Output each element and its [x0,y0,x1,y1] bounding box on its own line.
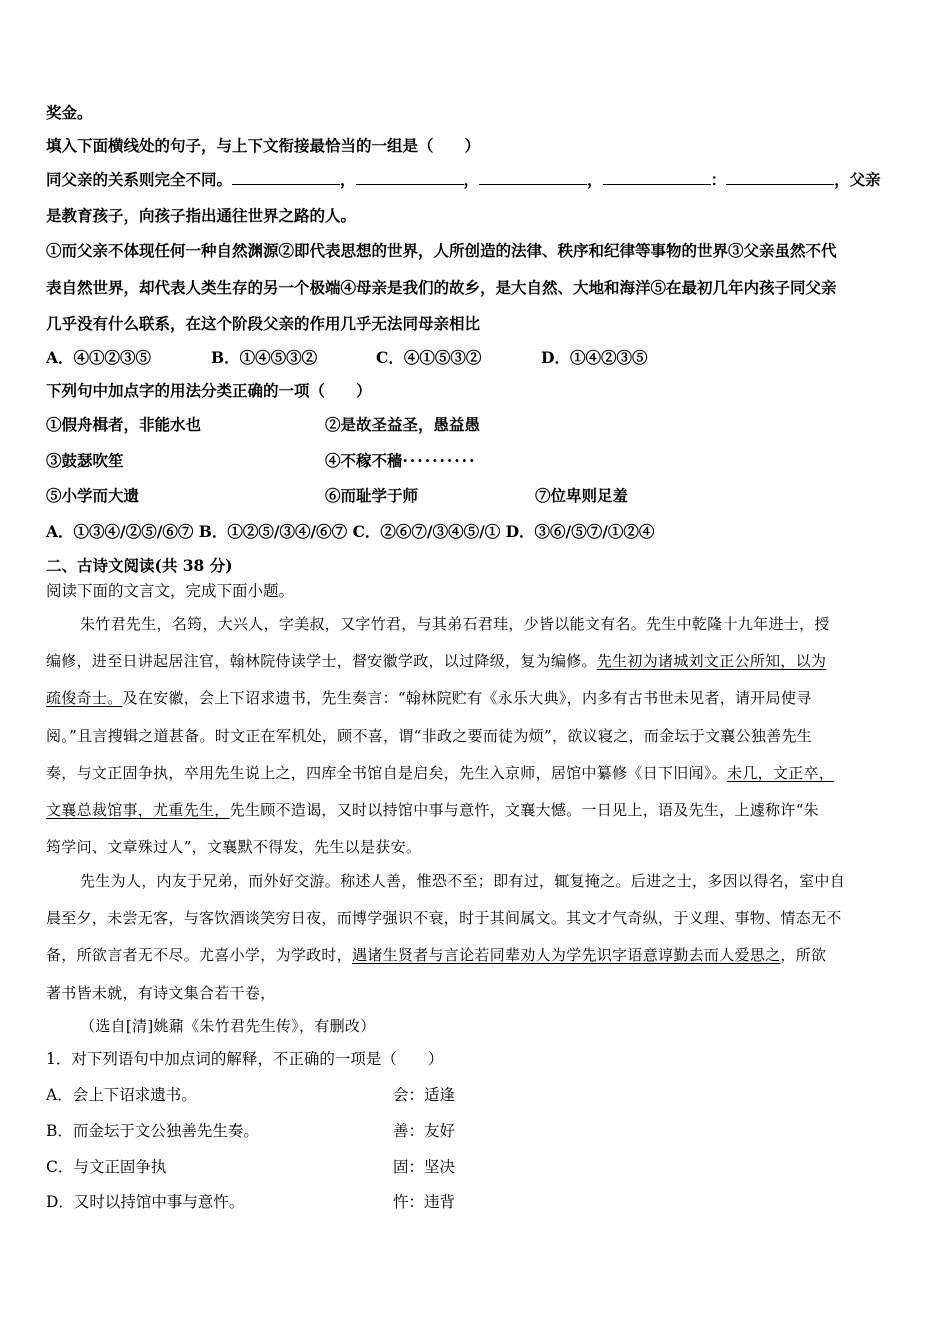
word-item-1: ①假舟楫者，非能水也 [46,415,202,434]
words-row-1 [46,415,896,435]
q1-row-c[interactable] [46,1157,896,1177]
blank-2 [356,170,464,185]
blank-sep-2: ， [463,170,480,189]
emphasis-dots: ·········· [402,451,477,470]
fill-choices [46,348,706,368]
passage-p1-l1: 朱竹君先生，名筠，大兴人，字美叔，又字竹君，与其弟石君珪，少皆以能文有名。先生中乾隆十九年进士，授 [80,615,830,633]
fill-line-2: 是教育孩子，向孩子指出通往世界之路的人。 [46,206,357,225]
prev-question-tail: 奖金。 [46,103,93,122]
fill-blank-line [46,170,881,190]
section-2-title: 二、古诗文阅读(共 38 分) [46,556,233,575]
blank-sep-1: ， [340,170,356,189]
passage-p2-l2: 晨至夕，未尝无客，与客饮酒谈笑穷日夜，而博学强识不衰，时于其间属文。其文才气奇纵，于义理、事物、情态无不 [46,909,842,927]
underlined-sentence-2b: 文襄总裁馆事，尤重先生， [46,801,230,819]
q1-row-d[interactable] [46,1192,896,1212]
word-item-5: ⑤小学而大遗 [46,486,140,505]
q1-sentence-d: D．又时以持馆中事与意忤。 [46,1193,245,1211]
choice-a[interactable]: A．④①②③⑤ [46,348,152,367]
fill-line-start: 同父亲的关系则完全不同。 [46,170,233,189]
passage-p1-l3: 疏俊奇士。及在安徽，会上下诏求遗书，先生奏言：“翰林院贮有《永乐大典》，内多有古书世未见者，请开局使寻 [46,689,812,707]
q1-gloss-c: 固：坚决 [393,1158,456,1176]
choice-c[interactable]: C．④①⑤③② [376,348,482,367]
q1-gloss-b: 善：友好 [393,1122,456,1140]
q1-sentence-b: B．而金坛于文公独善先生奏。 [46,1122,259,1140]
fill-options-text-2: 表自然世界，却代表人类生存的另一个极端④母亲是我们的故乡，是大自然、大地和海洋⑤在最初几年内孩子同父亲 [46,278,837,297]
blank-4 [603,170,711,185]
word-item-6: ⑥而耻学于师 [325,486,419,505]
blank-1 [232,170,340,185]
passage-source: （选自[清]姚鼐《朱竹君先生传》，有删改） [80,1017,376,1035]
q1-sentence-c: C．与文正固争执 [46,1158,167,1176]
blank-3 [479,170,587,185]
underlined-sentence-1b: 疏俊奇士。 [46,689,123,707]
blank-sep-4: ： [710,170,727,189]
fill-options-text-1: ①而父亲不体现任何一种自然渊源②即代表思想的世界，人所创造的法律、秩序和纪律等事物的世界③父亲虽然不代 [46,241,837,260]
underlined-sentence-3: 遇诸生贤者与言论若同辈劝人为学先识字语意谆勤去而人爱思之 [352,946,781,964]
q1-stem: 1．对下列语句中加点词的解释，不正确的一项是（ ） [46,1050,444,1068]
blank-5 [726,170,834,185]
words-row-2 [46,451,896,471]
q1-sentence-a: A．会上下诏求遗书。 [46,1086,197,1104]
passage-p2-l3: 备，所欲言者无不尽。尤喜小学，为学政时，遇诸生贤者与言论若同辈劝人为学先识字语意谆勤去而人爱思之，所欲 [46,946,827,964]
words-row-3 [46,486,896,506]
fill-options-text-3: 几乎没有什么联系，在这个阶段父亲的作用几乎无法同母亲相比 [46,314,481,333]
passage-p1-l7: 筠学问、文章殊过人”，文襄默不得发，先生以是获安。 [46,838,422,856]
passage-p1-l2: 编修，进至日讲起居注官，翰林院侍读学士，督安徽学政，以过降级，复为编修。先生初为诸城刘文正公所知，以为 [46,652,827,670]
word-item-3: ③鼓瑟吹笙 [46,451,124,470]
fill-line-end: ，父亲 [834,170,881,189]
fill-question-stem: 填入下面横线处的句子，与上下文衔接最恰当的一组是（ ） [46,136,481,155]
q1-row-b[interactable] [46,1121,896,1141]
word-item-7: ⑦位卑则足羞 [535,486,629,505]
section-2-instruction: 阅读下面的文言文，完成下面小题。 [46,582,295,600]
choice-d[interactable]: D．①④②③⑤ [541,348,648,367]
words-question-stem: 下列句中加点字的用法分类正确的一项（ ） [46,381,372,400]
passage-p2-l1: 先生为人，内友于兄弟，而外好交游。称述人善，惟恐不至；即有过，辄复掩之。后进之士，多因以得名，室中自 [80,872,846,890]
passage-p2-l4: 著书皆未就，有诗文集合若干卷， [46,984,276,1002]
passage-p1-l5: 奏，与文正固争执，卒用先生说上之，四库全书馆自是启矣，先生入京师，居馆中纂修《日下旧闻》。未几，文正卒， [46,764,835,782]
passage-p1-l4: 阅。”且言搜辑之道甚备。时文正在军机处，顾不喜，谓“非政之要而徒为烦”，欲议寝之，而金坛于文襄公独善先生 [46,727,813,745]
word-item-2: ②是故圣益圣，愚益愚 [325,415,481,434]
q1-gloss-d: 忤：违背 [393,1193,456,1211]
blank-sep-3: ， [587,170,603,189]
word-item-4: ④不稼不穑·········· [325,451,477,470]
q1-gloss-a: 会：适逢 [393,1086,456,1104]
choice-b[interactable]: B．①④⑤③② [211,348,318,367]
words-answer-line[interactable]: A．①③④/②⑤/⑥⑦ B．①②⑤/③④/⑥⑦ C．②⑥⑦/③④⑤/① D．③⑥/⑤⑦/①②④ [46,522,655,541]
underlined-sentence-1a: 先生初为诸城刘文正公所知，以为 [596,652,827,670]
passage-p1-l6: 文襄总裁馆事，尤重先生，先生顾不造谒，又时以持馆中事与意忤，文襄大憾。一日见上，语及先生，上遽称许“朱 [46,801,819,819]
q1-row-a[interactable] [46,1085,896,1105]
underlined-sentence-2a: 未几，文正卒， [727,764,835,782]
